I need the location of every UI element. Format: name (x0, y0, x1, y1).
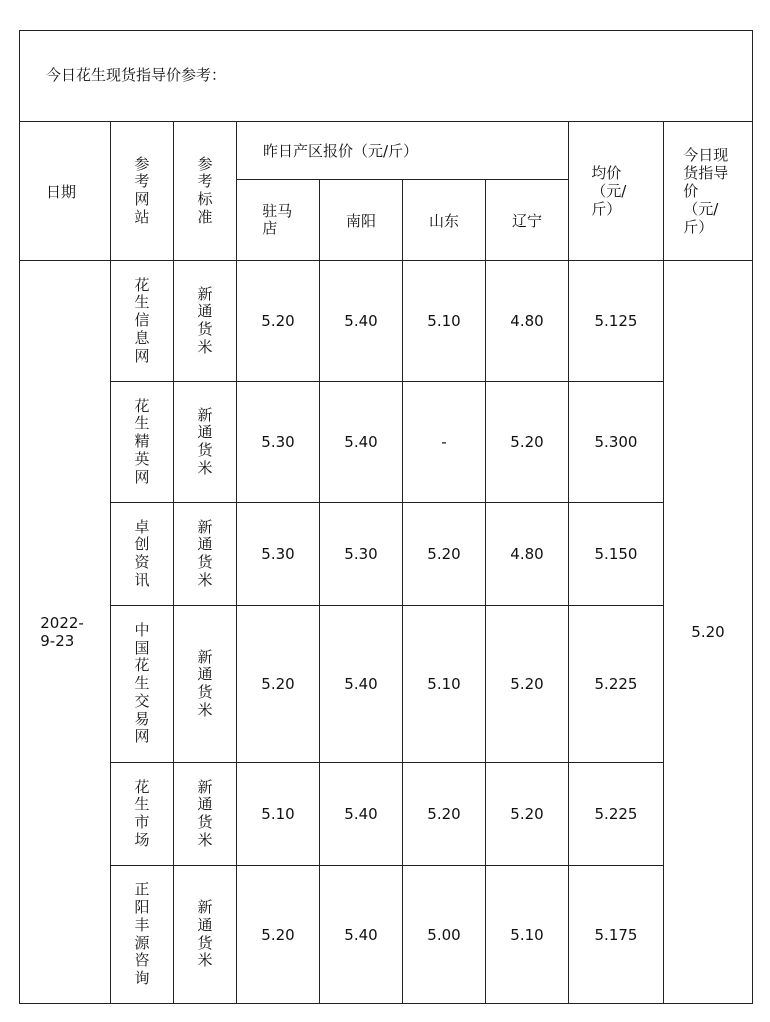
price-cell: 5.00 (403, 866, 486, 1004)
price-cell: 4.80 (486, 503, 569, 606)
price-cell: 5.30 (237, 503, 320, 606)
standard-cell: 新通货米 (174, 503, 237, 606)
price-cell: 5.20 (237, 606, 320, 763)
header-row-1 (20, 122, 753, 180)
standard-cell: 新通货米 (174, 866, 237, 1004)
price-cell: 5.20 (486, 606, 569, 763)
header-region-2: 山东 (403, 180, 486, 261)
document-title: 今日花生现货指导价参考： (46, 66, 227, 84)
price-cell: 5.10 (486, 866, 569, 1004)
header-region-1: 南阳 (320, 180, 403, 261)
price-cell: 5.40 (320, 382, 403, 503)
price-cell: 5.40 (320, 606, 403, 763)
avg-cell: 5.175 (569, 866, 664, 1004)
site-cell: 正阳丰源咨询 (111, 866, 174, 1004)
avg-cell: 5.225 (569, 606, 664, 763)
price-cell: 5.20 (486, 382, 569, 503)
price-cell: 5.20 (403, 763, 486, 866)
avg-cell: 5.125 (569, 261, 664, 382)
price-cell: 5.10 (237, 763, 320, 866)
price-cell: 5.20 (403, 503, 486, 606)
standard-cell: 新通货米 (174, 261, 237, 382)
avg-cell: 5.225 (569, 763, 664, 866)
price-cell: 5.20 (486, 763, 569, 866)
price-cell: 5.10 (403, 261, 486, 382)
table-row (20, 606, 753, 763)
avg-cell: 5.150 (569, 503, 664, 606)
price-cell: 5.20 (237, 261, 320, 382)
price-table (19, 121, 753, 1004)
date-cell: 2022-9-23 (20, 261, 111, 1004)
site-cell: 中国花生交易网 (111, 606, 174, 763)
header-site: 参考网站 (111, 122, 174, 261)
standard-cell: 新通货米 (174, 606, 237, 763)
standard-cell: 新通货米 (174, 382, 237, 503)
header-date: 日期 (20, 122, 111, 261)
site-cell: 花生信息网 (111, 261, 174, 382)
avg-cell: 5.300 (569, 382, 664, 503)
site-cell: 花生市场 (111, 763, 174, 866)
header-avg: 均价（元/斤） (569, 122, 664, 261)
price-cell: 5.40 (320, 763, 403, 866)
price-cell: 4.80 (486, 261, 569, 382)
price-cell: 5.30 (237, 382, 320, 503)
table-row (20, 866, 753, 1004)
site-cell: 花生精英网 (111, 382, 174, 503)
title-box (19, 30, 753, 122)
table-row (20, 763, 753, 866)
today-price-cell: 5.20 (664, 261, 753, 1004)
table-row (20, 261, 753, 382)
header-region-3: 辽宁 (486, 180, 569, 261)
site-cell: 卓创资讯 (111, 503, 174, 606)
standard-cell: 新通货米 (174, 763, 237, 866)
header-standard: 参考标准 (174, 122, 237, 261)
price-cell: 5.40 (320, 866, 403, 1004)
table-row (20, 382, 753, 503)
price-cell: 5.40 (320, 261, 403, 382)
header-region-0: 驻马店 (237, 180, 320, 261)
table-row (20, 503, 753, 606)
price-cell: 5.30 (320, 503, 403, 606)
price-cell: 5.10 (403, 606, 486, 763)
price-cell: - (403, 382, 486, 503)
header-region-group: 昨日产区报价（元/斤） (237, 122, 569, 180)
header-today: 今日现货指导价（元/斤） (664, 122, 753, 261)
price-cell: 5.20 (237, 866, 320, 1004)
